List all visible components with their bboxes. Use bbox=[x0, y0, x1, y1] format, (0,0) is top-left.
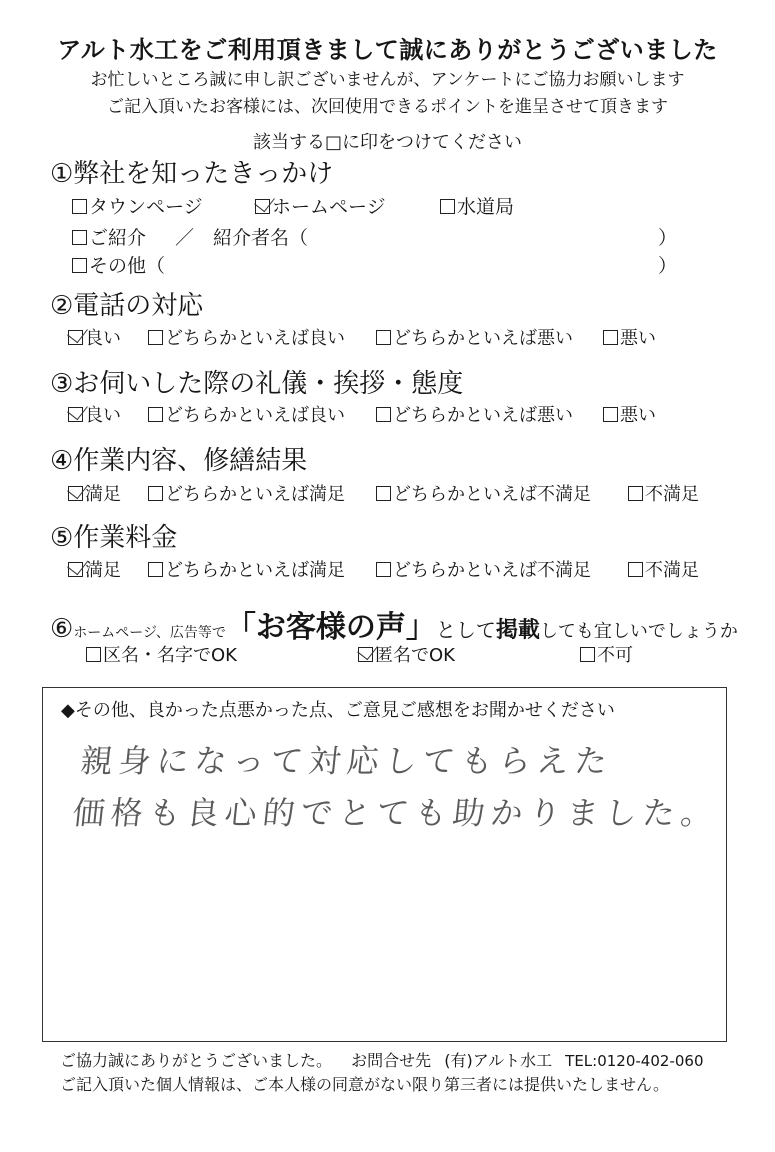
option-label: 不満足 bbox=[645, 560, 699, 581]
footer-thanks: ご協力誠にありがとうございました。 bbox=[60, 1051, 333, 1070]
q4-option-rather-satisfied[interactable] bbox=[148, 480, 345, 506]
handwritten-comment-line1: 親身になって対応してもらえた bbox=[78, 742, 615, 780]
option-label: 良い bbox=[85, 405, 121, 426]
checkbox-icon[interactable] bbox=[72, 199, 87, 214]
q5-title: ⑤作業料金 bbox=[50, 523, 178, 553]
q5-option-satisfied[interactable] bbox=[68, 556, 121, 582]
option-label: 満足 bbox=[85, 560, 121, 581]
q4-option-rather-unsatisfied[interactable] bbox=[376, 480, 591, 506]
q6-option-anonymous-ok[interactable] bbox=[358, 641, 455, 667]
option-label: 悪い bbox=[620, 328, 656, 349]
q5-option-rather-unsatisfied[interactable] bbox=[376, 556, 591, 582]
q6-tail: しても宜しいでしょうか bbox=[539, 621, 738, 642]
checkbox-icon[interactable] bbox=[376, 330, 391, 345]
q3-title: ③お伺いした際の礼儀・挨拶・態度 bbox=[50, 369, 464, 399]
survey-instruction: 該当する□に印をつけてください bbox=[252, 132, 522, 153]
q3-option-bad[interactable] bbox=[603, 401, 656, 427]
footer-privacy: ご記入頂いた個人情報は、ご本人様の同意がない限り第三者には提供いたしません。 bbox=[60, 1075, 669, 1094]
q1-option-townpage[interactable] bbox=[72, 192, 203, 219]
option-label: 不可 bbox=[597, 645, 633, 666]
q6-mid: として bbox=[435, 618, 496, 642]
footer-company: (有)アルト水工 bbox=[444, 1051, 553, 1070]
option-label: どちらかといえば悪い bbox=[393, 405, 573, 426]
option-label: 良い bbox=[85, 328, 121, 349]
checkbox-icon[interactable] bbox=[148, 562, 163, 577]
checkbox-icon[interactable] bbox=[148, 330, 163, 345]
q2-title: ②電話の対応 bbox=[50, 291, 204, 321]
checkbox-icon[interactable] bbox=[580, 647, 595, 662]
option-label: ご紹介 bbox=[89, 227, 147, 249]
footer-tel: TEL:0120-402-060 bbox=[565, 1052, 704, 1070]
option-label: どちらかといえば満足 bbox=[165, 560, 345, 581]
checked-checkbox-icon[interactable] bbox=[358, 647, 373, 662]
checkbox-icon[interactable] bbox=[628, 486, 643, 501]
q1-option-waterworks[interactable] bbox=[440, 192, 514, 219]
option-label: どちらかといえば良い bbox=[165, 328, 345, 349]
option-label: どちらかといえば悪い bbox=[393, 328, 573, 349]
q5-option-unsatisfied[interactable] bbox=[628, 556, 699, 582]
q6-customer-voice: 「お客様の声」 bbox=[225, 610, 436, 645]
q1-title: ①弊社を知ったきっかけ bbox=[50, 159, 334, 189]
q1-option-referral[interactable] bbox=[72, 223, 146, 250]
checkbox-icon[interactable] bbox=[376, 486, 391, 501]
survey-points-line: ご記入頂いたお客様には、次回使用できるポイントを進呈させて頂きます bbox=[107, 97, 668, 117]
q6-title bbox=[50, 602, 738, 646]
q4-title: ④作業内容、修繕結果 bbox=[50, 446, 308, 476]
q6-option-name-ok[interactable] bbox=[86, 641, 237, 667]
option-label: 悪い bbox=[620, 405, 656, 426]
q6-number: ⑥ bbox=[50, 614, 74, 644]
checkbox-icon[interactable] bbox=[440, 199, 455, 214]
q1-referrer-name-label: ／ 紹介者名（ bbox=[175, 227, 309, 249]
checked-checkbox-icon[interactable] bbox=[68, 330, 83, 345]
q2-option-rather-bad[interactable] bbox=[376, 324, 573, 350]
option-label: 不満足 bbox=[645, 484, 699, 505]
q4-option-satisfied[interactable] bbox=[68, 480, 121, 506]
option-label: どちらかといえば良い bbox=[165, 405, 345, 426]
q2-option-good[interactable] bbox=[68, 324, 121, 350]
footer-contact-label: お問合せ先 bbox=[351, 1051, 432, 1070]
q2-option-rather-good[interactable] bbox=[148, 324, 345, 350]
q3-option-rather-bad[interactable] bbox=[376, 401, 573, 427]
option-label: 満足 bbox=[85, 484, 121, 505]
footer-contact-line bbox=[60, 1048, 703, 1071]
q6-publish: 掲載 bbox=[495, 618, 540, 643]
option-label: 区名・名字でOK bbox=[103, 645, 237, 666]
checkbox-icon[interactable] bbox=[376, 407, 391, 422]
q6-option-not-allowed[interactable] bbox=[580, 641, 633, 667]
checkbox-icon[interactable] bbox=[628, 562, 643, 577]
checkbox-icon[interactable] bbox=[148, 486, 163, 501]
checked-checkbox-icon[interactable] bbox=[68, 407, 83, 422]
checkbox-icon[interactable] bbox=[148, 407, 163, 422]
option-label: どちらかといえば不満足 bbox=[393, 560, 591, 581]
q1-option-other[interactable] bbox=[72, 251, 165, 278]
q2-option-bad[interactable] bbox=[603, 324, 656, 350]
checked-checkbox-icon[interactable] bbox=[68, 562, 83, 577]
q6-prefix: ホームページ、広告等で bbox=[73, 625, 226, 641]
q4-option-unsatisfied[interactable] bbox=[628, 480, 699, 506]
checkbox-icon[interactable] bbox=[376, 562, 391, 577]
comments-label: ◆その他、良かった点悪かった点、ご意見ご感想をお聞かせください bbox=[61, 700, 615, 721]
handwritten-comment-line2: 価格も良心的でとても助かりました。 bbox=[70, 794, 721, 832]
option-label: その他（ bbox=[89, 255, 166, 277]
checkbox-icon[interactable] bbox=[603, 407, 618, 422]
option-label: 水道局 bbox=[457, 196, 515, 218]
checkbox-icon[interactable] bbox=[603, 330, 618, 345]
option-label: タウンページ bbox=[89, 196, 203, 218]
checkbox-icon[interactable] bbox=[86, 647, 101, 662]
q5-option-rather-satisfied[interactable] bbox=[148, 556, 345, 582]
checked-checkbox-icon[interactable] bbox=[255, 199, 270, 214]
option-label: どちらかといえば満足 bbox=[165, 484, 345, 505]
q1-other-close-paren: ） bbox=[658, 255, 678, 277]
q1-referrer-close-paren: ） bbox=[658, 227, 678, 249]
checked-checkbox-icon[interactable] bbox=[68, 486, 83, 501]
comments-box[interactable] bbox=[42, 687, 727, 1042]
option-label: ホームページ bbox=[272, 196, 386, 218]
q3-option-good[interactable] bbox=[68, 401, 121, 427]
checkbox-icon[interactable] bbox=[72, 230, 87, 245]
survey-title: アルト水工をご利用頂きまして誠にありがとうございました bbox=[57, 36, 718, 64]
option-label: どちらかといえば不満足 bbox=[393, 484, 591, 505]
checkbox-icon[interactable] bbox=[72, 258, 87, 273]
survey-request-line: お忙しいところ誠に申し訳ございませんが、アンケートにご協力お願いします bbox=[90, 70, 685, 90]
q3-option-rather-good[interactable] bbox=[148, 401, 345, 427]
option-label: 匿名でOK bbox=[375, 645, 455, 666]
q1-option-homepage[interactable] bbox=[255, 192, 386, 219]
